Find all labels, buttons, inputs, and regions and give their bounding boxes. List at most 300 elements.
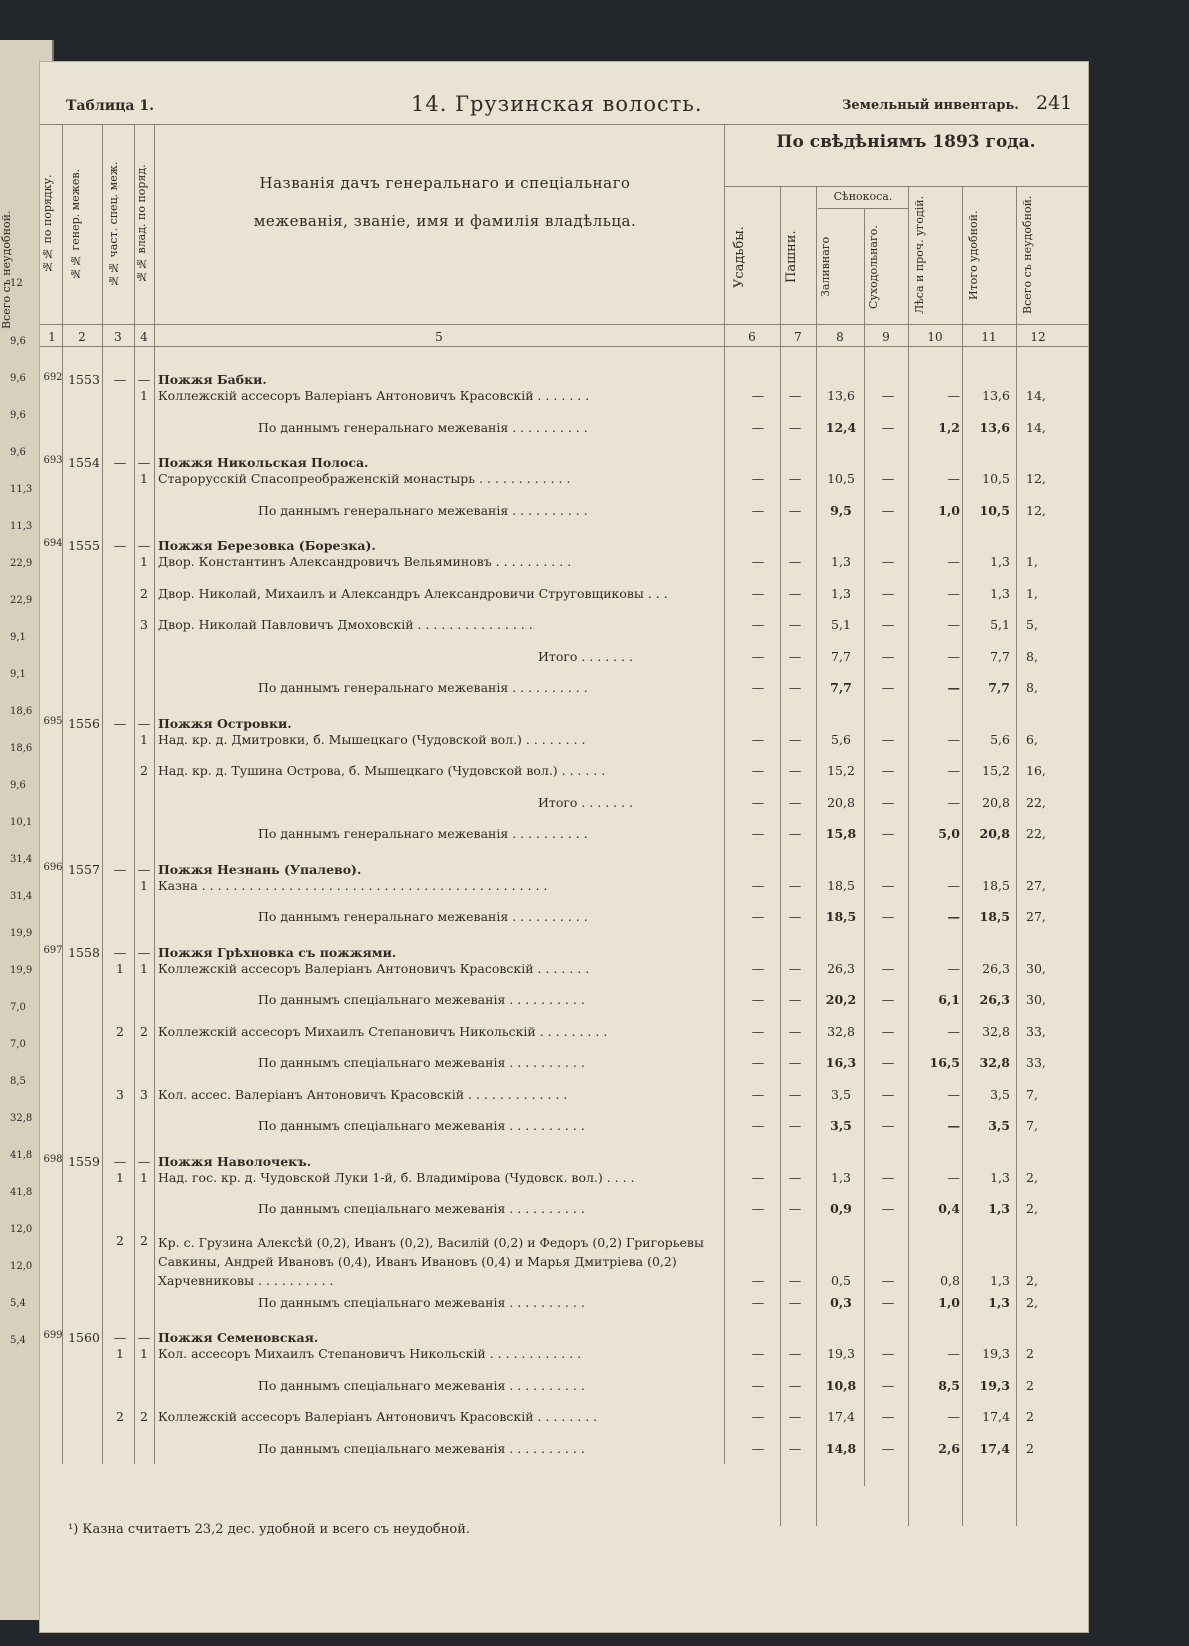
cell-c10: 5,0	[938, 826, 960, 841]
cell-c6: —	[751, 1346, 765, 1361]
cell-c2: 1555	[68, 538, 100, 553]
cell-c12: 2	[1026, 1440, 1034, 1456]
table-row	[40, 961, 1088, 981]
cell-c8: 18,5	[827, 877, 855, 893]
table-row	[40, 909, 1088, 929]
cell-c10: —	[947, 554, 960, 569]
cell-c11: 5,6	[990, 731, 1010, 747]
previous-page-number: 19,9	[10, 965, 33, 976]
cell-c12: 14,	[1026, 419, 1046, 435]
cell-c10: 16,5	[929, 1055, 960, 1070]
cell-c8: 1,3	[831, 1169, 851, 1185]
header-total-usable: Итого удобной.	[967, 210, 980, 300]
cell-c12: 2,	[1026, 1272, 1038, 1288]
cell-c7: —	[788, 1409, 802, 1424]
table-row	[40, 649, 1088, 669]
column-number: 10	[927, 330, 943, 344]
cell-c2: 1556	[68, 715, 100, 731]
cell-c11: 20,8	[982, 794, 1010, 810]
previous-page-number: 8,5	[10, 1076, 26, 1087]
cell-c1: 696	[43, 861, 63, 873]
previous-page-number: 9,1	[10, 669, 26, 680]
cell-c1: 697	[43, 944, 63, 956]
cell-c9: —	[881, 992, 895, 1007]
cell-c12: 6,	[1026, 731, 1038, 747]
table-row	[40, 1441, 1088, 1461]
cell-c12: 27,	[1026, 877, 1046, 893]
cell-c12: 16,	[1026, 763, 1046, 778]
cell-c6: —	[751, 1169, 765, 1185]
header-forest: Лѣса и проч. угодій.	[913, 195, 926, 315]
cell-c10: —	[947, 1118, 960, 1133]
cell-c12: 2	[1026, 1346, 1034, 1361]
cell-c5: По даннымъ генеральнаго межеванія . . . . . . . . . .	[258, 419, 588, 435]
cell-c9: —	[881, 471, 895, 486]
cell-c3: —	[113, 1153, 127, 1169]
cell-c12: 12,	[1026, 471, 1046, 486]
cell-c6: —	[751, 1440, 765, 1456]
cell-c8: 14,8	[825, 1440, 857, 1456]
cell-c11: 15,2	[982, 763, 1010, 778]
cell-c7: —	[788, 877, 802, 893]
table-row	[40, 1295, 1088, 1315]
previous-page-number: 22,9	[10, 558, 33, 569]
header-names: Названія дачъ генеральнаго и спеціальнаго межеванія, званіе, имя и фамилія владѣльца.	[253, 174, 637, 230]
cell-c5: Итого . . . . . . .	[538, 794, 634, 810]
cell-c9: —	[881, 419, 895, 435]
column-number: 2	[78, 330, 86, 344]
cell-c9: —	[881, 648, 895, 664]
previous-page-number: 32,8	[10, 1113, 33, 1124]
cell-c6: —	[751, 826, 765, 841]
cell-c6: —	[751, 794, 765, 810]
cell-c6: —	[751, 731, 765, 747]
cell-c10: —	[947, 1169, 960, 1185]
cell-c6: —	[751, 1409, 765, 1424]
cell-c8: 5,1	[831, 617, 851, 632]
cell-c4: —	[137, 715, 151, 731]
cell-c5: Коллежскій ассесоръ Валеріанъ Антоновичъ Красовскій . . . . . . . .	[158, 1409, 598, 1424]
cell-c7: —	[788, 388, 802, 403]
table-row	[40, 420, 1088, 440]
cell-c10: —	[947, 763, 960, 778]
cell-c3: 2	[116, 1232, 124, 1248]
table-row	[40, 503, 1088, 523]
header-row-number: №№ по порядку.	[41, 174, 54, 274]
previous-page-number: 18,6	[10, 743, 33, 754]
cell-c7: —	[788, 471, 802, 486]
cell-c12: 2,	[1026, 1169, 1038, 1185]
cell-c12: 22,	[1026, 826, 1046, 841]
cell-c4: —	[137, 455, 151, 470]
cell-c7: —	[788, 1023, 802, 1039]
cell-c5: Коллежскій ассесоръ Михаилъ Степановичъ Никольскій . . . . . . . . .	[158, 1023, 608, 1039]
cell-c6: —	[751, 1055, 765, 1070]
cell-c4: —	[137, 372, 151, 387]
cell-c9: —	[881, 877, 895, 893]
cell-c9: —	[881, 502, 895, 518]
cell-c11: 3,5	[990, 1086, 1010, 1102]
cell-c4: 2	[140, 1409, 148, 1424]
header-special-survey: №№ част. спец. меж.	[107, 161, 120, 287]
cell-c5: Двор. Константинъ Александровичъ Вельяминовъ . . . . . . . . . .	[158, 554, 572, 569]
cell-c8: 0,5	[831, 1272, 851, 1288]
cell-c10: —	[947, 731, 960, 747]
column-number: 8	[836, 330, 844, 344]
cell-c10: 6,1	[938, 992, 960, 1007]
cell-c9: —	[881, 731, 895, 747]
cell-c11: 10,5	[982, 471, 1010, 486]
cell-c4: —	[137, 944, 151, 960]
previous-page-number: 9,6	[10, 336, 26, 347]
cell-c12: 1,	[1026, 554, 1038, 569]
cell-c12: 1,	[1026, 585, 1038, 601]
cell-c2: 1560	[68, 1330, 100, 1345]
cell-c6: —	[751, 648, 765, 664]
table-row	[40, 1087, 1088, 1107]
cell-c6: —	[751, 388, 765, 403]
cell-c11: 19,3	[982, 1346, 1010, 1361]
column-number: 12	[1030, 330, 1046, 344]
table-row	[40, 1201, 1088, 1221]
table-row	[40, 1055, 1088, 1075]
cell-c7: —	[788, 1201, 802, 1216]
cell-c8: 26,3	[827, 960, 855, 976]
previous-page-number: 10,1	[10, 817, 33, 828]
table-row	[40, 680, 1088, 700]
header-total-with-unusable: Всего съ неудобной.	[1021, 195, 1034, 315]
cell-c5: По даннымъ генеральнаго межеванія . . . . . . . . . .	[258, 502, 588, 518]
cell-c8: 17,4	[827, 1409, 855, 1424]
cell-c11: 17,4	[982, 1409, 1010, 1424]
cell-c7: —	[788, 554, 802, 569]
cell-c7: —	[788, 826, 802, 841]
cell-c11: 10,5	[979, 502, 1010, 518]
cell-c3: —	[113, 372, 127, 387]
cell-c7: —	[788, 1118, 802, 1133]
cell-c1: 695	[43, 715, 63, 727]
cell-c11: 1,3	[988, 1201, 1010, 1216]
column-number: 11	[981, 330, 997, 344]
cell-c6: —	[751, 1377, 765, 1393]
cell-c9: —	[881, 909, 895, 924]
cell-c11: 26,3	[982, 960, 1010, 976]
cell-c5: Кр. с. Грузина Алексѣй (0,2), Иванъ (0,2), Василій (0,2) и Федоръ (0,2) Григорьевы Савкины, Андрей Ивановъ (0,4), Иванъ Ивановъ (0,4) и Марья Дмитріева (0,2) Харчевниковы . . . . . . . . . .	[158, 1234, 704, 1288]
cell-c1: 699	[43, 1330, 63, 1341]
header-group-1893: По свѣдѣніямъ 1893 года.	[776, 132, 1036, 152]
cell-c12: 33,	[1026, 1055, 1046, 1070]
previous-page-number: 7,0	[10, 1002, 26, 1013]
section-label: Земельный инвентарь.	[842, 98, 1019, 113]
cell-c4: —	[137, 861, 151, 877]
cell-c11: 7,7	[988, 680, 1010, 695]
cell-c12: 2,	[1026, 1294, 1038, 1310]
previous-page-number: 12	[10, 278, 23, 289]
cell-c11: 32,8	[979, 1055, 1010, 1070]
cell-c5: Итого . . . . . . .	[538, 648, 634, 664]
cell-c6: —	[751, 680, 765, 695]
cell-c10: 1,2	[938, 419, 960, 435]
cell-c7: —	[788, 617, 802, 632]
footnote: ¹) Казна считаетъ 23,2 дес. удобной и всего съ неудобной.	[68, 1522, 471, 1537]
cell-c7: —	[788, 502, 802, 518]
cell-c10: 0,4	[938, 1201, 960, 1216]
cell-c7: —	[788, 1346, 802, 1361]
cell-c12: 12,	[1026, 502, 1046, 518]
cell-c5: По даннымъ спеціальнаго межеванія . . . . . . . . . .	[258, 1294, 585, 1310]
cell-c5: Старорусскій Спасопреображенскій монастырь . . . . . . . . . . . .	[158, 471, 571, 486]
table-row	[40, 1024, 1088, 1044]
cell-c5: Над. кр. д. Тушина Острова, б. Мышецкаго (Чудовской вол.) . . . . . .	[158, 763, 606, 778]
cell-c12: 30,	[1026, 992, 1046, 1007]
cell-c2: 1554	[68, 455, 100, 470]
cell-c10: 8,5	[938, 1377, 960, 1393]
table-row	[40, 617, 1088, 637]
cell-c8: 0,9	[830, 1201, 852, 1216]
cell-c5: По даннымъ спеціальнаго межеванія . . . . . . . . . .	[258, 1201, 585, 1216]
cell-c8: 19,3	[827, 1346, 855, 1361]
cell-c3: —	[113, 1330, 127, 1345]
cell-c4: 2	[140, 763, 148, 778]
cell-c11: 1,3	[990, 1272, 1010, 1288]
cell-c4: 1	[140, 554, 148, 569]
cell-c9: —	[881, 1377, 895, 1393]
cell-c8: 3,5	[831, 1086, 851, 1102]
cell-c3: 1	[116, 960, 124, 976]
table-row	[40, 1378, 1088, 1398]
table-row	[40, 388, 1088, 408]
cell-c6: —	[751, 1118, 765, 1133]
cell-c10: —	[947, 877, 960, 893]
cell-c9: —	[881, 794, 895, 810]
column-number: 1	[48, 330, 56, 344]
cell-c5: Пожжя Незнань (Упалево).	[158, 861, 362, 877]
cell-c12: 5,	[1026, 617, 1038, 632]
table-row	[40, 554, 1088, 574]
cell-c4: 1	[140, 877, 148, 893]
cell-c7: —	[788, 960, 802, 976]
cell-c8: 9,5	[830, 502, 852, 518]
cell-c5: По даннымъ спеціальнаго межеванія . . . . . . . . . .	[258, 1055, 585, 1070]
table-row	[40, 732, 1088, 752]
cell-c7: —	[788, 763, 802, 778]
cell-c11: 3,5	[988, 1118, 1010, 1133]
cell-c7: —	[788, 1169, 802, 1185]
cell-c9: —	[881, 1440, 895, 1456]
table-row	[40, 471, 1088, 491]
cell-c1: 694	[43, 538, 63, 549]
cell-c11: 32,8	[982, 1023, 1010, 1039]
cell-c3: —	[113, 455, 127, 470]
table-row	[40, 586, 1088, 606]
cell-c11: 1,3	[990, 554, 1010, 569]
cell-c7: —	[788, 794, 802, 810]
cell-c5: Пожжя Семеновская.	[158, 1330, 319, 1345]
cell-c5: Кол. ассесоръ Михаилъ Степановичъ Никольскій . . . . . . . . . . . .	[158, 1346, 582, 1361]
cell-c5: Над. кр. д. Дмитровки, б. Мышецкаго (Чудовской вол.) . . . . . . . .	[158, 731, 586, 747]
previous-page-number: 9,6	[10, 373, 26, 384]
cell-c10: —	[947, 648, 960, 664]
cell-c10: —	[947, 909, 960, 924]
cell-c9: —	[881, 1294, 895, 1310]
cell-c12: 7,	[1026, 1118, 1038, 1133]
cell-c12: 30,	[1026, 960, 1046, 976]
cell-c6: —	[751, 1272, 765, 1288]
cell-c6: —	[751, 471, 765, 486]
cell-c9: —	[881, 680, 895, 695]
cell-c10: —	[947, 794, 960, 810]
cell-c8: 10,5	[827, 471, 855, 486]
cell-c6: —	[751, 554, 765, 569]
cell-c8: 3,5	[830, 1118, 852, 1133]
cell-c5: Пожжя Березовка (Борезка).	[158, 538, 376, 553]
cell-c3: —	[113, 944, 127, 960]
cell-c9: —	[881, 1023, 895, 1039]
cell-c10: —	[947, 1346, 960, 1361]
cell-c5: По даннымъ спеціальнаго межеванія . . . . . . . . . .	[258, 1440, 585, 1456]
cell-c3: 1	[116, 1169, 124, 1185]
table-row	[40, 1232, 1088, 1288]
previous-page-number: 9,6	[10, 447, 26, 458]
cell-c4: 3	[140, 617, 148, 632]
cell-c5: По даннымъ спеціальнаго межеванія . . . . . . . . . .	[258, 1377, 585, 1393]
cell-c12: 2	[1026, 1377, 1034, 1393]
cell-c9: —	[881, 1272, 895, 1288]
cell-c11: 1,3	[990, 585, 1010, 601]
header-dry-meadow: Суходольнаго.	[867, 225, 880, 309]
previous-page-number: 5,4	[10, 1335, 26, 1346]
cell-c7: —	[788, 648, 802, 664]
page-number: 241	[1036, 92, 1073, 114]
cell-c7: —	[788, 1440, 802, 1456]
cell-c8: 15,2	[827, 763, 855, 778]
table-row	[40, 878, 1088, 898]
previous-page-number: 22,9	[10, 595, 33, 606]
cell-c9: —	[881, 763, 895, 778]
cell-c9: —	[881, 554, 895, 569]
cell-c6: —	[751, 1086, 765, 1102]
cell-c5: Над. гос. кр. д. Чудовской Луки 1-й, б. Владимірова (Чудовск. вол.) . . . .	[158, 1169, 635, 1185]
cell-c3: —	[113, 861, 127, 877]
cell-c2: 1557	[68, 861, 100, 877]
cell-c8: 7,7	[830, 680, 852, 695]
cell-c4: —	[137, 1153, 151, 1169]
table-row	[40, 763, 1088, 783]
cell-c10: —	[947, 680, 960, 695]
column-number: 3	[114, 330, 122, 344]
cell-c10: —	[947, 617, 960, 632]
cell-c3: —	[113, 538, 127, 553]
header-arable: Пашни.	[784, 230, 799, 284]
cell-c4: 1	[140, 1346, 148, 1361]
cell-c11: 18,5	[979, 909, 1010, 924]
cell-c3: 2	[116, 1409, 124, 1424]
cell-c10: —	[947, 585, 960, 601]
cell-c12: 2	[1026, 1409, 1034, 1424]
cell-c9: —	[881, 826, 895, 841]
cell-c9: —	[881, 1409, 895, 1424]
cell-c6: —	[751, 617, 765, 632]
cell-c12: 7,	[1026, 1086, 1038, 1102]
cell-c1: 692	[43, 372, 63, 383]
cell-c11: 18,5	[982, 877, 1010, 893]
cell-c9: —	[881, 388, 895, 403]
previous-page-number: 7,0	[10, 1039, 26, 1050]
page-header	[66, 92, 1076, 118]
cell-c8: 32,8	[827, 1023, 855, 1039]
column-number: 6	[748, 330, 756, 344]
cell-c7: —	[788, 1377, 802, 1393]
cell-c8: 12,4	[825, 419, 857, 435]
cell-c11: 19,3	[979, 1377, 1010, 1393]
cell-c9: —	[881, 1346, 895, 1361]
cell-c6: —	[751, 1294, 765, 1310]
cell-c7: —	[788, 1294, 802, 1310]
cell-c12: 8,	[1026, 680, 1038, 695]
cell-c10: —	[947, 960, 960, 976]
cell-c8: 7,7	[831, 648, 851, 664]
cell-c5: По даннымъ генеральнаго межеванія . . . . . . . . . .	[258, 909, 588, 924]
previous-page-number: 11,3	[10, 484, 33, 495]
cell-c10: —	[947, 1023, 960, 1039]
cell-c11: 7,7	[990, 648, 1010, 664]
cell-c8: 16,3	[825, 1055, 857, 1070]
cell-c5: Коллежскій ассесоръ Валеріанъ Антоновичъ Красовскій . . . . . . .	[158, 960, 590, 976]
column-number: 9	[882, 330, 890, 344]
previous-page-number: 12,0	[10, 1261, 33, 1272]
cell-c1: 698	[43, 1153, 63, 1165]
cell-c2: 1559	[68, 1153, 100, 1169]
cell-c6: —	[751, 877, 765, 893]
cell-c12: 14,	[1026, 388, 1046, 403]
cell-c5: Пожжя Бабки.	[158, 372, 267, 387]
cell-c10: —	[947, 388, 960, 403]
header-flood-meadow: Заливнаго	[819, 236, 832, 298]
cell-c5: По даннымъ генеральнаго межеванія . . . . . . . . . .	[258, 826, 588, 841]
cell-c9: —	[881, 1169, 895, 1185]
cell-c11: 1,3	[988, 1294, 1010, 1310]
cell-c12: 8,	[1026, 648, 1038, 664]
cell-c9: —	[881, 960, 895, 976]
table-row	[40, 1170, 1088, 1190]
cell-c6: —	[751, 1023, 765, 1039]
cell-c5: Коллежскій ассесоръ Валеріанъ Антоновичъ Красовскій . . . . . . .	[158, 388, 590, 403]
cell-c9: —	[881, 1201, 895, 1216]
cell-c3: —	[113, 715, 127, 731]
cell-c3: 1	[116, 1346, 124, 1361]
land-inventory-table	[40, 124, 1088, 1464]
table-row	[40, 992, 1088, 1012]
cell-c6: —	[751, 909, 765, 924]
previous-page-number: 19,9	[10, 928, 33, 939]
table-row	[40, 1346, 1088, 1366]
document-page	[40, 62, 1088, 1632]
table-row	[40, 1409, 1088, 1429]
cell-c11: 13,6	[979, 419, 1010, 435]
previous-page-number: 41,8	[10, 1150, 33, 1161]
previous-page-number: 9,6	[10, 780, 26, 791]
previous-page-number: 9,6	[10, 410, 26, 421]
cell-c7: —	[788, 992, 802, 1007]
cell-c2: 1558	[68, 944, 100, 960]
previous-page-number: 11,3	[10, 521, 33, 532]
cell-c7: —	[788, 731, 802, 747]
previous-page-number: 18,6	[10, 706, 33, 717]
cell-c6: —	[751, 763, 765, 778]
cell-c6: —	[751, 419, 765, 435]
cell-c11: 1,3	[990, 1169, 1010, 1185]
cell-c4: 1	[140, 960, 148, 976]
